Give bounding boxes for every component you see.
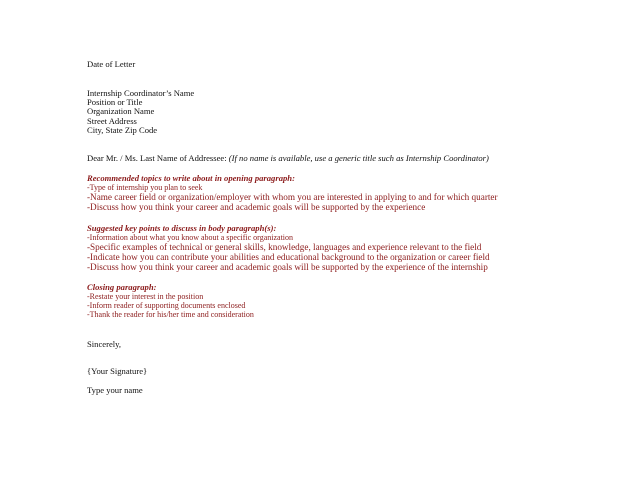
opening-item: -Type of internship you plan to seek — [87, 183, 203, 192]
salutation-line — [87, 154, 632, 163]
recipient-organization: Organization Name — [87, 106, 155, 117]
closing-guidance — [87, 283, 632, 319]
closing-item: -Restate your interest in the position — [87, 292, 204, 301]
body-item: -Indicate how you can contribute your abilities and educational background to the organization or career field — [87, 252, 490, 262]
salutation-main: Dear Mr. / Ms. Last Name of Addressee: — [87, 153, 229, 163]
closing-item: -Thank the reader for his/her time and consideration — [87, 310, 254, 319]
salutation — [87, 154, 632, 163]
closing-item: -Inform reader of supporting documents enclosed — [87, 301, 246, 310]
recipient-name: Internship Coordinator’s Name — [87, 88, 195, 98]
body-item: -Specific examples of technical or general skills, knowledge, languages and experience relevant to the field — [87, 242, 482, 252]
closing-heading: Closing paragraph: — [87, 282, 157, 292]
recipient-street: Street Address — [87, 115, 137, 126]
signature-placeholder: {Your Signature} — [87, 366, 148, 376]
date-line — [87, 60, 632, 69]
letter-date: Date of Letter — [87, 59, 136, 69]
opening-item: -Name career field or organization/employer with whom you are interested in applying to and for which quarter — [87, 192, 498, 202]
salutation-note: (If no name is available, use a generic title such as Internship Coordinator) — [228, 153, 489, 163]
recipient-title: Position or Title — [87, 97, 143, 108]
signoff-text: Sincerely, — [87, 339, 122, 349]
opening-item: -Discuss how you think your career and academic goals will be supported by the experience — [87, 202, 426, 212]
typed-name-text: Type your name — [87, 385, 143, 395]
signoff — [87, 340, 632, 349]
signature — [87, 367, 632, 376]
body-guidance — [87, 224, 632, 272]
body-item: -Information about what you know about a specific organization — [87, 233, 294, 242]
body-heading: Suggested key points to discuss in body paragraph(s): — [87, 223, 277, 233]
recipient-address — [87, 89, 632, 135]
opening-guidance — [87, 174, 632, 212]
typed-name — [87, 386, 632, 395]
body-item: -Discuss how you think your career and academic goals will be supported by the experience of the internship — [87, 262, 488, 272]
recipient-city-state-zip: City, State Zip Code — [87, 124, 158, 135]
opening-heading: Recommended topics to write about in opening paragraph: — [87, 173, 295, 183]
